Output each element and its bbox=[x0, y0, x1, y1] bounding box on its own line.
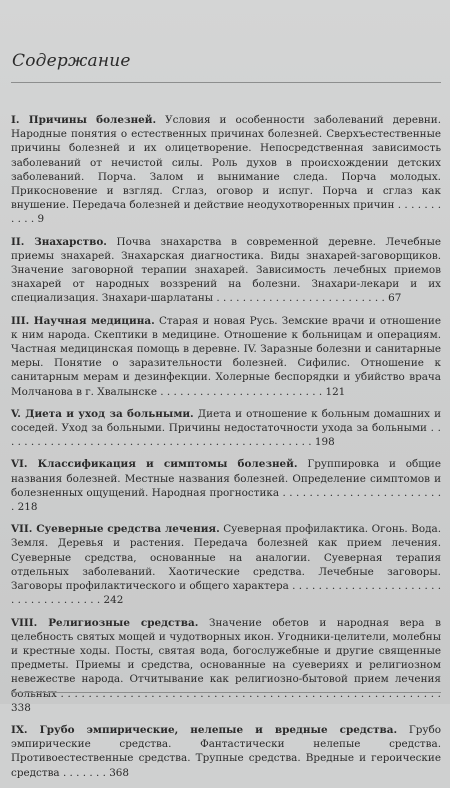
toc-dot-leader: . . . . . . . bbox=[59, 766, 110, 779]
toc-entry-heading: II. Знахарство. bbox=[11, 235, 107, 248]
toc-entry-description: Старая и новая Русь. Земские врачи и отношение к ним народа. Скептики в медицине. Отношение к больницам и операциям. Частная медицинская помощь в деревне. IV. Заразные болезни и санитарные меры. Понятие о заразительности болезней. Сифилис. Отношение к санитарным мерам и дезинфекции. Холерные беспорядки и убийство врача Молчанова в г. Хвалынске bbox=[11, 314, 441, 398]
page-title: Содержание bbox=[12, 51, 131, 71]
toc-dot-leader: . . . . . . . . . . . . . . . . . . . . . . . . . . bbox=[213, 292, 389, 305]
toc-entry-3 bbox=[11, 314, 441, 399]
toc-entry-5 bbox=[11, 457, 441, 514]
top-rule bbox=[11, 82, 441, 83]
toc-dot-leader: . . . . . . . . . . . . . . . . . . . . . . . . . bbox=[11, 486, 441, 514]
toc-entry-heading: VII. Суеверные средства лечения. bbox=[11, 523, 220, 536]
toc-page-number: 198 bbox=[314, 436, 335, 449]
toc-page-number: 338 bbox=[11, 701, 31, 714]
toc-page-number: 67 bbox=[388, 292, 402, 305]
toc-dot-leader: . . . . . . . . . . . . . . . . . . . . . . . . . . . . . . . . . . . . . bbox=[11, 580, 441, 607]
toc-entry-description: Почва знахарства в современной деревне. Лечебные приемы знахарей. Знахарская диагностика. Виды знахарей-заговорщиков. Значение заговорной терапии знахарей. Зависимость лечебных приемов знахарей от народных воззрений на болезни. Знахари-лекари и их специализация. Знахари-шарлатаны bbox=[11, 235, 441, 305]
toc-entry-8 bbox=[11, 723, 441, 780]
toc-entry-description: Группировка и общие названия болезней. Местные названия болезней. Определение симптомов и болезненных ощущений. Народная прогностика bbox=[11, 458, 442, 499]
toc-entry-description: Суеверная профилактика. Огонь. Вода. Земля. Деревья и растения. Передача болезней как прием лечения. Суеверные средства, основанные на аналогии. Суеверная терапия отдельных заболеваний. Хаотические средства. Лечебные заговоры. Заговоры профилактического и общего характера bbox=[11, 523, 441, 593]
toc-entry-heading: V. Диета и уход за больными. bbox=[11, 407, 194, 420]
bottom-rule bbox=[11, 692, 441, 693]
toc-entry-6 bbox=[11, 522, 441, 607]
toc-entry-heading: VIII. Религиозные средства. bbox=[11, 616, 199, 629]
toc-entry-description: Условия и особенности заболеваний деревни. Народные понятия о естественных причинах болезней. Сверхъестественные причины болезней и их олицетворение. Непосредственная зависимость заболеваний от нечистой силы. Роль духов в происхождении детских заболеваний. Порча. Залом и вынимание следа. Порча молодых. Прикосновение и взгляд. Сглаз, оговор и испуг. Порча и сглаз как внушение. Передача болезней и действие неодухотворенных причин bbox=[11, 114, 441, 212]
table-of-contents bbox=[11, 113, 441, 788]
toc-dot-leader: . . . . . . . . . . . . . . . . . . . . . . . . . . . . . . . . . . . . . . . . . . . . . . . . bbox=[11, 422, 441, 449]
toc-page-number: 9 bbox=[37, 213, 45, 226]
toc-page-number: 121 bbox=[325, 385, 346, 398]
toc-entry-description: Диета и отношение к больным домашних и соседей. Уход за больными. Причины недостаточности ухода за больными bbox=[11, 407, 441, 435]
toc-entry-2 bbox=[11, 235, 441, 306]
toc-entry-heading: VI. Классификация и симптомы болезней. bbox=[11, 458, 298, 471]
toc-entry-7 bbox=[11, 616, 441, 715]
toc-page-number: 218 bbox=[17, 501, 38, 514]
toc-page-number: 242 bbox=[103, 594, 124, 607]
toc-entry-heading: IX. Грубо эмпирические, нелепые и вредные средства. bbox=[11, 723, 398, 736]
toc-page-number: 368 bbox=[109, 766, 130, 779]
toc-entry-1 bbox=[11, 113, 441, 227]
toc-dot-leader: . . . . . . . . . . . . . . . . . . . . . . . . . . . . . . . . . . . . . . . . . . . . . . . . . . . . . . . bbox=[56, 687, 441, 700]
toc-dot-leader: . . . . . . . . . . . bbox=[11, 199, 441, 226]
toc-entry-4 bbox=[11, 407, 441, 450]
toc-entry-heading: I. Причины болезней. bbox=[11, 114, 157, 126]
toc-entry-description: Значение обетов и народная вера в целебность святых мощей и чудотворных икон. Угодники-целители, молебны и крестные ходы. Посты, святая вода, богослужебные и другие священные предметы. Приемы и средства, основанные на суевериях и религиозном невежестве народа. Отчитывание как религиозно-бытовой прием лечения больных bbox=[11, 616, 441, 700]
toc-entry-heading: III. Научная медицина. bbox=[11, 314, 155, 327]
toc-dot-leader: . . . . . . . . . . . . . . . . . . . . . . . . . bbox=[157, 385, 326, 398]
toc-entry-description: Грубо эмпирические средства. Фантастически нелепые средства. Противоестественные средства. Трупные средства. Вредные и героические средства bbox=[11, 723, 441, 779]
